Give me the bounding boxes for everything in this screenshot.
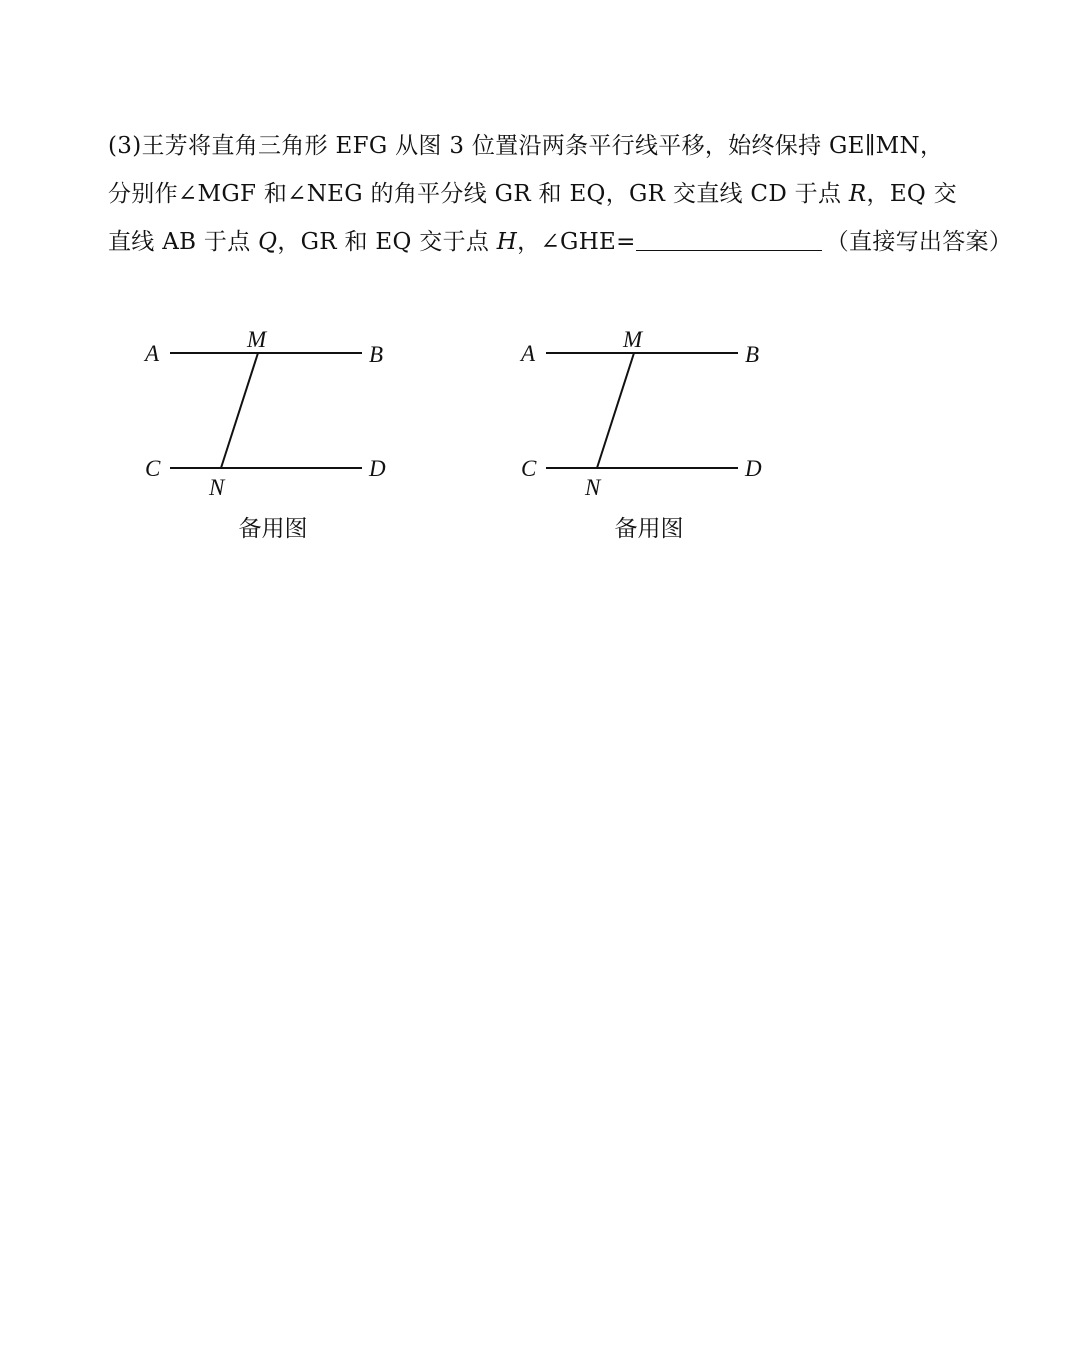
label-m: M — [247, 327, 267, 352]
line2-tail: ，EQ 交 — [866, 181, 957, 207]
question-line-1: (3)王芳将直角三角形 EFG 从图 3 位置沿两条平行线平移，始终保持 GE∥MN， — [108, 133, 944, 159]
label-d: D — [369, 456, 386, 481]
point-h-label: H — [496, 229, 518, 255]
question-text — [108, 122, 1013, 266]
answer-blank[interactable] — [636, 228, 822, 251]
line3-mid: ，GR 和 EQ 交于点 — [277, 229, 497, 255]
label-c: C — [145, 456, 161, 481]
line2-text: 分别作∠MGF 和∠NEG 的角平分线 GR 和 EQ，GR 交直线 CD 于点 — [108, 181, 849, 207]
figure-caption-1: 备用图 — [238, 516, 308, 542]
label-b: B — [369, 342, 384, 367]
backup-figure-2 — [514, 318, 784, 558]
label-n: N — [209, 475, 225, 500]
question-line-2 — [108, 170, 988, 218]
backup-figure-1 — [138, 318, 408, 558]
question-line-3 — [108, 218, 1013, 266]
parallel-lines-diagram-1 — [138, 318, 408, 503]
point-r-label: R — [848, 181, 867, 207]
segment-mn — [221, 353, 258, 468]
parallel-lines-diagram-2 — [514, 318, 784, 503]
label-a: A — [521, 341, 536, 366]
line3-tail: （直接写出答案） — [825, 229, 1013, 255]
line3-angle: ，∠GHE= — [517, 229, 636, 255]
label-b: B — [745, 342, 760, 367]
label-a: A — [145, 341, 160, 366]
line3-head: 直线 AB 于点 — [108, 229, 259, 255]
segment-mn — [597, 353, 634, 468]
label-m: M — [623, 327, 643, 352]
label-d: D — [745, 456, 762, 481]
label-n: N — [585, 475, 601, 500]
label-c: C — [521, 456, 537, 481]
point-q-label: Q — [258, 229, 278, 255]
figure-caption-2: 备用图 — [614, 516, 684, 542]
